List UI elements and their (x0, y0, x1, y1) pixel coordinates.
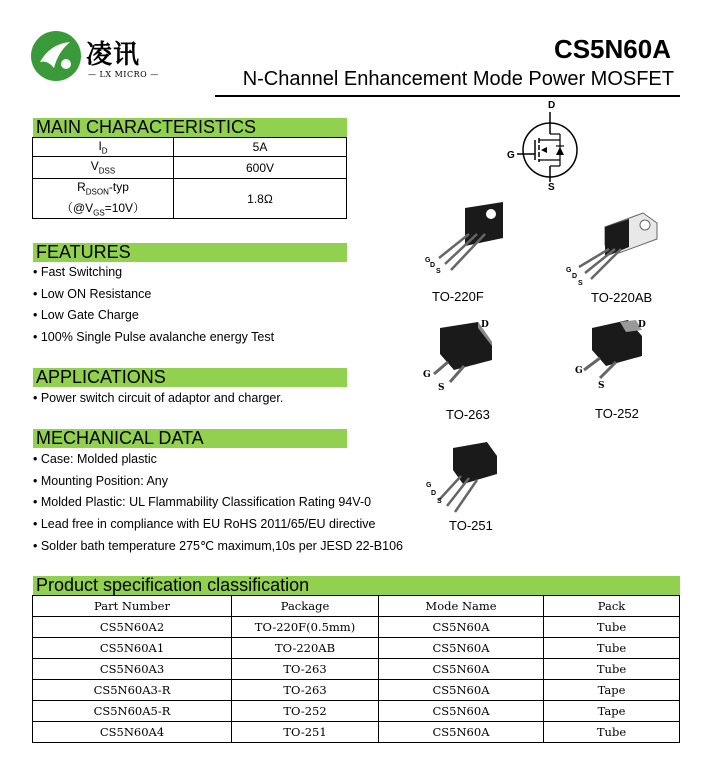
cell: Tube (544, 659, 680, 680)
application-item: • Power switch circuit of adaptor and charger. (33, 391, 284, 405)
column-header: Pack (544, 596, 680, 617)
symbol-source-label: S (548, 182, 555, 193)
cell: Tube (544, 638, 680, 659)
mechanical-heading: MECHANICAL DATA (33, 429, 347, 448)
logo-icon (30, 30, 82, 82)
to251-pin-d: D (431, 490, 437, 497)
mosfet-symbol-icon (505, 102, 585, 194)
to220f-pin-s: S (436, 268, 441, 275)
param-cell: $I_D$ (33, 138, 174, 157)
to220f-label: TO-220F (432, 289, 484, 304)
table-row (33, 659, 680, 680)
cell: TO-251 (232, 722, 379, 743)
to263-label: TO-263 (446, 407, 490, 422)
table-row (33, 701, 680, 722)
mechanical-item: • Lead free in compliance with EU RoHS 2011/65/EU directive (33, 517, 376, 531)
cell: CS5N60A1 (33, 638, 232, 659)
mechanical-item: • Solder bath temperature 275℃ maximum,10s per JESD 22-B106 (33, 539, 403, 553)
to263-package-image (420, 320, 500, 390)
cell: CS5N60A3 (33, 659, 232, 680)
cell: Tape (544, 701, 680, 722)
to251-pin-g: G (426, 482, 432, 489)
to263-pin-s: S (438, 383, 445, 393)
spec-heading: Product specification classification (33, 576, 680, 595)
cell: Tube (544, 617, 680, 638)
cell: CS5N60A (379, 701, 544, 722)
to220ab-label: TO-220AB (591, 290, 653, 305)
to220f-pin-d: D (430, 262, 436, 269)
feature-item: • 100% Single Pulse avalanche energy Test (33, 330, 275, 344)
to220ab-pin-s: S (578, 280, 583, 287)
symbol-drain-label: D (548, 100, 556, 111)
table-row (33, 179, 347, 219)
feature-item: • Fast Switching (33, 265, 123, 279)
cell: Tube (544, 722, 680, 743)
table-row (33, 138, 347, 157)
mechanical-item: • Molded Plastic: UL Flammability Classification Rating 94V-0 (33, 495, 372, 509)
to251-pin-s: S (437, 498, 442, 505)
cell: CS5N60A (379, 722, 544, 743)
to263-pin-d: D (481, 320, 489, 330)
cell: TO-263 (232, 659, 379, 680)
to263-pin-g: G (423, 370, 431, 380)
header-divider (215, 95, 680, 97)
cell: TO-220AB (232, 638, 379, 659)
value-cell: 600V (174, 157, 347, 179)
cell: CS5N60A (379, 617, 544, 638)
value-cell: 1.8Ω (174, 179, 347, 219)
value-cell: 5A (174, 138, 347, 157)
cell: CS5N60A (379, 659, 544, 680)
main-characteristics-table (32, 137, 347, 219)
to252-pin-d: D (638, 320, 646, 330)
to252-pin-g: G (575, 366, 583, 376)
cell: CS5N60A2 (33, 617, 232, 638)
spec-table (32, 595, 680, 743)
column-header: Package (232, 596, 379, 617)
cell: TO-263 (232, 680, 379, 701)
table-row (33, 617, 680, 638)
cell: CS5N60A4 (33, 722, 232, 743)
to220ab-package-image (565, 205, 665, 285)
table-row (33, 157, 347, 179)
to252-pin-s: S (598, 381, 605, 391)
feature-item: • Low Gate Charge (33, 308, 139, 322)
applications-heading: APPLICATIONS (33, 368, 347, 387)
column-header: Part Number (33, 596, 232, 617)
to251-package-image (425, 440, 505, 520)
column-header: Mode Name (379, 596, 544, 617)
table-header-row (33, 596, 680, 617)
device-subtitle: N-Channel Enhancement Mode Power MOSFET (242, 68, 674, 90)
to220ab-pin-g: G (566, 267, 572, 274)
cell: CS5N60A5-R (33, 701, 232, 722)
main-characteristics-heading: MAIN CHARACTERISTICS (33, 118, 347, 137)
part-number-title: CS5N60A (553, 34, 671, 64)
cell: CS5N60A3-R (33, 680, 232, 701)
logo-english-text: — LX MICRO — (88, 70, 159, 79)
cell: CS5N60A (379, 638, 544, 659)
to220f-pin-g: G (425, 257, 431, 264)
cell: TO-220F(0.5mm) (232, 617, 379, 638)
logo-chinese-text: 凌讯 (86, 40, 141, 70)
param-cell: $R_{DSON}$-typ $(@V_{GS}=10V)$ (33, 179, 174, 219)
mechanical-item: • Mounting Position: Any (33, 474, 169, 488)
table-row (33, 638, 680, 659)
table-row (33, 680, 680, 701)
features-heading: FEATURES (33, 243, 347, 262)
param-cell: $V_{DSS}$ (33, 157, 174, 179)
cell: Tape (544, 680, 680, 701)
mechanical-item: • Case: Molded plastic (33, 452, 157, 466)
to251-label: TO-251 (449, 518, 493, 533)
table-row (33, 722, 680, 743)
to220ab-pin-d: D (572, 273, 578, 280)
feature-item: • Low ON Resistance (33, 287, 152, 301)
cell: CS5N60A (379, 680, 544, 701)
to252-label: TO-252 (595, 406, 639, 421)
symbol-gate-label: G (507, 150, 515, 161)
cell: TO-252 (232, 701, 379, 722)
